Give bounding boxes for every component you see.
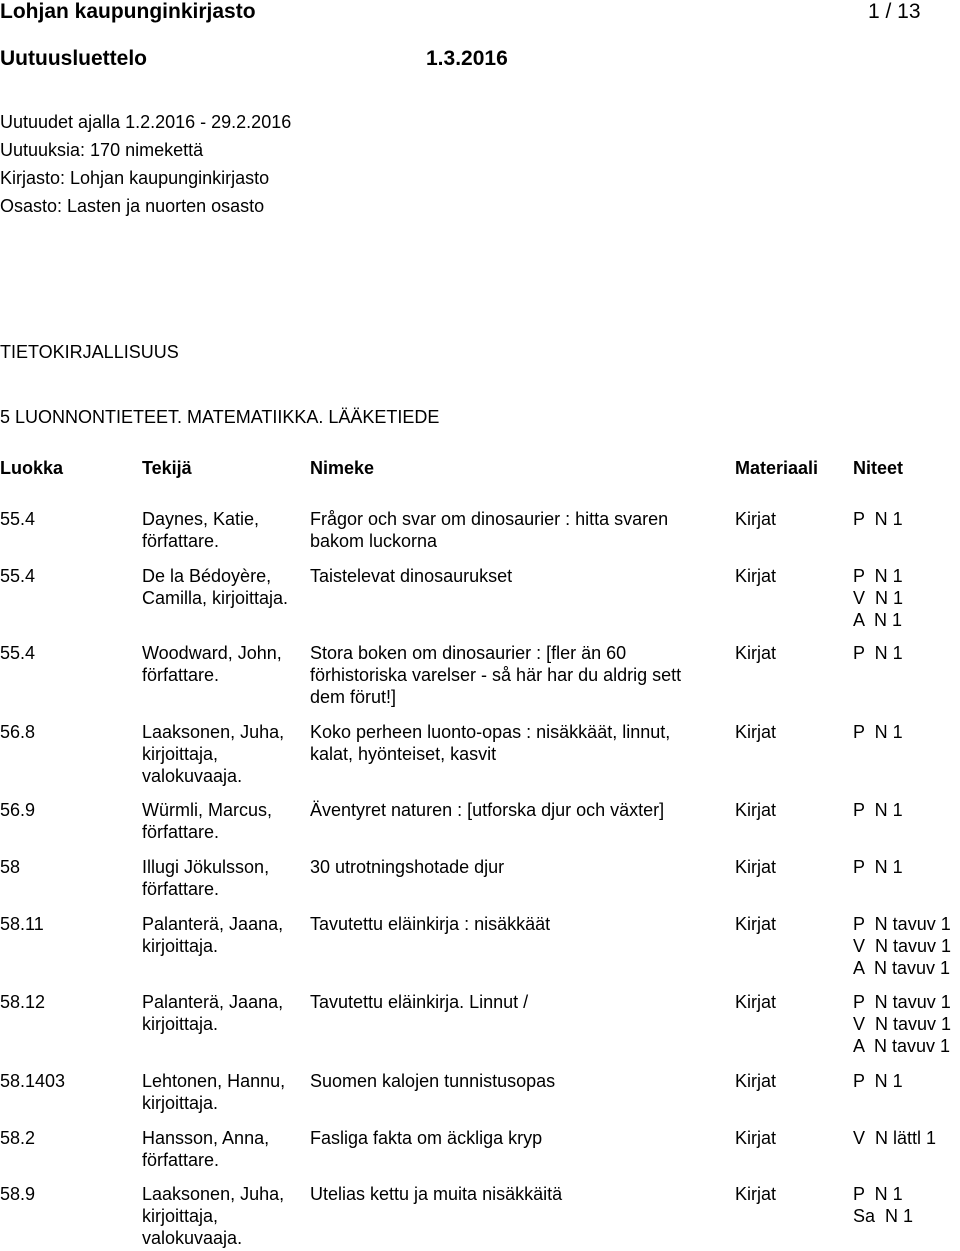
material-cell: Kirjat xyxy=(735,800,777,820)
author-cell-line: Lehtonen, Hannu, xyxy=(142,1071,286,1091)
class-cell: 58.12 xyxy=(0,992,46,1012)
author-cell-line: författare. xyxy=(142,822,220,842)
column-header-class: Luokka xyxy=(0,458,64,478)
copies-cell xyxy=(853,799,960,821)
title-cell xyxy=(310,565,730,587)
author-cell-line: Palanterä, Jaana, xyxy=(142,914,284,934)
copies-cell-line: P N 1 xyxy=(853,857,903,877)
subcategory-heading: 5 LUONNONTIETEET. MATEMATIIKKA. LÄÄKETIEDE xyxy=(0,407,440,427)
title-cell-line: Suomen kalojen tunnistusopas xyxy=(310,1071,556,1091)
meta-period: Uutuudet ajalla 1.2.2016 - 29.2.2016 xyxy=(0,112,292,132)
column-header-author: Tekijä xyxy=(142,458,192,478)
copies-cell-line: V N lättl 1 xyxy=(853,1128,937,1148)
class-cell: 55.4 xyxy=(0,643,36,663)
copies-cell-line: P N tavuv 1 xyxy=(853,992,951,1012)
author-cell-line: Laaksonen, Juha, xyxy=(142,1184,285,1204)
material-cell: Kirjat xyxy=(735,1128,777,1148)
meta-library: Kirjasto: Lohjan kaupunginkirjasto xyxy=(0,168,270,188)
column-header-copies: Niteet xyxy=(853,458,904,478)
material-cell: Kirjat xyxy=(735,509,777,529)
author-cell-line: författare. xyxy=(142,531,220,551)
class-cell: 55.4 xyxy=(0,566,36,586)
copies-cell-line: V N tavuv 1 xyxy=(853,1014,952,1034)
author-cell-line: kirjoittaja. xyxy=(142,1014,219,1034)
title-cell xyxy=(310,721,730,765)
copies-cell-line: V N tavuv 1 xyxy=(853,936,952,956)
copies-cell-line: V N 1 xyxy=(853,588,904,608)
copies-cell xyxy=(853,565,960,631)
author-cell-line: Laaksonen, Juha, xyxy=(142,722,285,742)
copies-cell-line: P N 1 xyxy=(853,1184,903,1204)
author-cell-line: Illugi Jökulsson, xyxy=(142,857,270,877)
title-cell xyxy=(310,913,730,935)
class-cell: 55.4 xyxy=(0,509,36,529)
copies-cell xyxy=(853,856,960,878)
author-cell xyxy=(142,642,304,686)
author-cell-line: Camilla, kirjoittaja. xyxy=(142,588,289,608)
author-cell xyxy=(142,799,304,843)
title-cell xyxy=(310,508,730,552)
author-cell xyxy=(142,1127,304,1171)
copies-cell xyxy=(853,642,960,664)
copies-cell-line: P N 1 xyxy=(853,722,903,742)
copies-cell-line: P N 1 xyxy=(853,800,903,820)
material-cell: Kirjat xyxy=(735,722,777,742)
material-cell: Kirjat xyxy=(735,1184,777,1204)
title-cell-line: Stora boken om dinosaurier : [fler än 60 xyxy=(310,643,627,663)
author-cell-line: De la Bédoyère, xyxy=(142,566,272,586)
title-cell xyxy=(310,856,730,878)
author-cell-line: Hansson, Anna, xyxy=(142,1128,270,1148)
title-cell-line: Äventyret naturen : [utforska djur och växter] xyxy=(310,800,665,820)
library-name: Lohjan kaupunginkirjasto xyxy=(0,0,256,23)
author-cell xyxy=(142,856,304,900)
material-cell: Kirjat xyxy=(735,1071,777,1091)
meta-department: Osasto: Lasten ja nuorten osasto xyxy=(0,196,265,216)
author-cell-line: kirjoittaja, xyxy=(142,1206,219,1226)
title-cell xyxy=(310,1070,730,1092)
author-cell xyxy=(142,991,304,1035)
material-cell: Kirjat xyxy=(735,566,777,586)
list-title: Uutuusluettelo xyxy=(0,47,147,70)
class-cell: 56.8 xyxy=(0,722,36,742)
author-cell-line: valokuvaaja. xyxy=(142,766,243,786)
author-cell xyxy=(142,721,304,787)
class-cell: 58.1403 xyxy=(0,1071,66,1091)
list-date: 1.3.2016 xyxy=(426,47,508,70)
copies-cell xyxy=(853,721,960,743)
title-cell-line: Frågor och svar om dinosaurier : hitta svaren xyxy=(310,509,669,529)
column-header-title: Nimeke xyxy=(310,458,375,478)
copies-cell xyxy=(853,1070,960,1092)
author-cell-line: Palanterä, Jaana, xyxy=(142,992,284,1012)
title-cell-line: Utelias kettu ja muita nisäkkäitä xyxy=(310,1184,563,1204)
copies-cell-line: A N 1 xyxy=(853,610,903,630)
author-cell xyxy=(142,565,304,609)
title-cell xyxy=(310,1183,730,1205)
title-cell-line: Koko perheen luonto-opas : nisäkkäät, linnut, xyxy=(310,722,671,742)
title-cell-line: förhistoriska varelser - så här har du aldrig sett xyxy=(310,665,682,685)
author-cell xyxy=(142,1183,304,1249)
author-cell-line: kirjoittaja, xyxy=(142,744,219,764)
author-cell-line: Würmli, Marcus, xyxy=(142,800,272,820)
copies-cell xyxy=(853,508,960,530)
category-heading: TIETOKIRJALLISUUS xyxy=(0,342,179,362)
copies-cell-line: P N tavuv 1 xyxy=(853,914,951,934)
class-cell: 58.9 xyxy=(0,1184,36,1204)
class-cell: 58 xyxy=(0,857,21,877)
copies-cell-line: P N 1 xyxy=(853,509,903,529)
author-cell xyxy=(142,913,304,957)
title-cell-line: Tavutettu eläinkirja. Linnut / xyxy=(310,992,529,1012)
title-cell xyxy=(310,991,730,1013)
author-cell xyxy=(142,1070,304,1114)
title-cell-line: Fasliga fakta om äckliga kryp xyxy=(310,1128,543,1148)
page-number: 1 / 13 xyxy=(868,0,921,23)
title-cell xyxy=(310,642,730,708)
author-cell-line: kirjoittaja. xyxy=(142,936,219,956)
title-cell-line: Taistelevat dinosaurukset xyxy=(310,566,513,586)
title-cell-line: 30 utrotningshotade djur xyxy=(310,857,505,877)
author-cell xyxy=(142,508,304,552)
copies-cell-line: P N 1 xyxy=(853,643,903,663)
title-cell-line: Tavutettu eläinkirja : nisäkkäät xyxy=(310,914,551,934)
title-cell-line: kalat, hyönteiset, kasvit xyxy=(310,744,497,764)
copies-cell xyxy=(853,1183,960,1227)
copies-cell-line: A N tavuv 1 xyxy=(853,1036,951,1056)
copies-cell xyxy=(853,913,960,979)
material-cell: Kirjat xyxy=(735,992,777,1012)
material-cell: Kirjat xyxy=(735,643,777,663)
class-cell: 58.11 xyxy=(0,914,44,934)
author-cell-line: författare. xyxy=(142,1150,220,1170)
meta-count: Uutuuksia: 170 nimekettä xyxy=(0,140,204,160)
copies-cell-line: Sa N 1 xyxy=(853,1206,914,1226)
class-cell: 56.9 xyxy=(0,800,36,820)
author-cell-line: Woodward, John, xyxy=(142,643,282,663)
author-cell-line: författare. xyxy=(142,879,220,899)
copies-cell-line: P N 1 xyxy=(853,1071,903,1091)
copies-cell-line: A N tavuv 1 xyxy=(853,958,951,978)
column-header-material: Materiaali xyxy=(735,458,819,478)
title-cell-line: dem förut!] xyxy=(310,687,397,707)
author-cell-line: Daynes, Katie, xyxy=(142,509,260,529)
author-cell-line: författare. xyxy=(142,665,220,685)
author-cell-line: kirjoittaja. xyxy=(142,1093,219,1113)
material-cell: Kirjat xyxy=(735,914,777,934)
copies-cell-line: P N 1 xyxy=(853,566,903,586)
copies-cell xyxy=(853,1127,960,1149)
title-cell-line: bakom luckorna xyxy=(310,531,438,551)
title-cell xyxy=(310,799,730,821)
copies-cell xyxy=(853,991,960,1057)
class-cell: 58.2 xyxy=(0,1128,36,1148)
title-cell xyxy=(310,1127,730,1149)
material-cell: Kirjat xyxy=(735,857,777,877)
author-cell-line: valokuvaaja. xyxy=(142,1228,243,1248)
